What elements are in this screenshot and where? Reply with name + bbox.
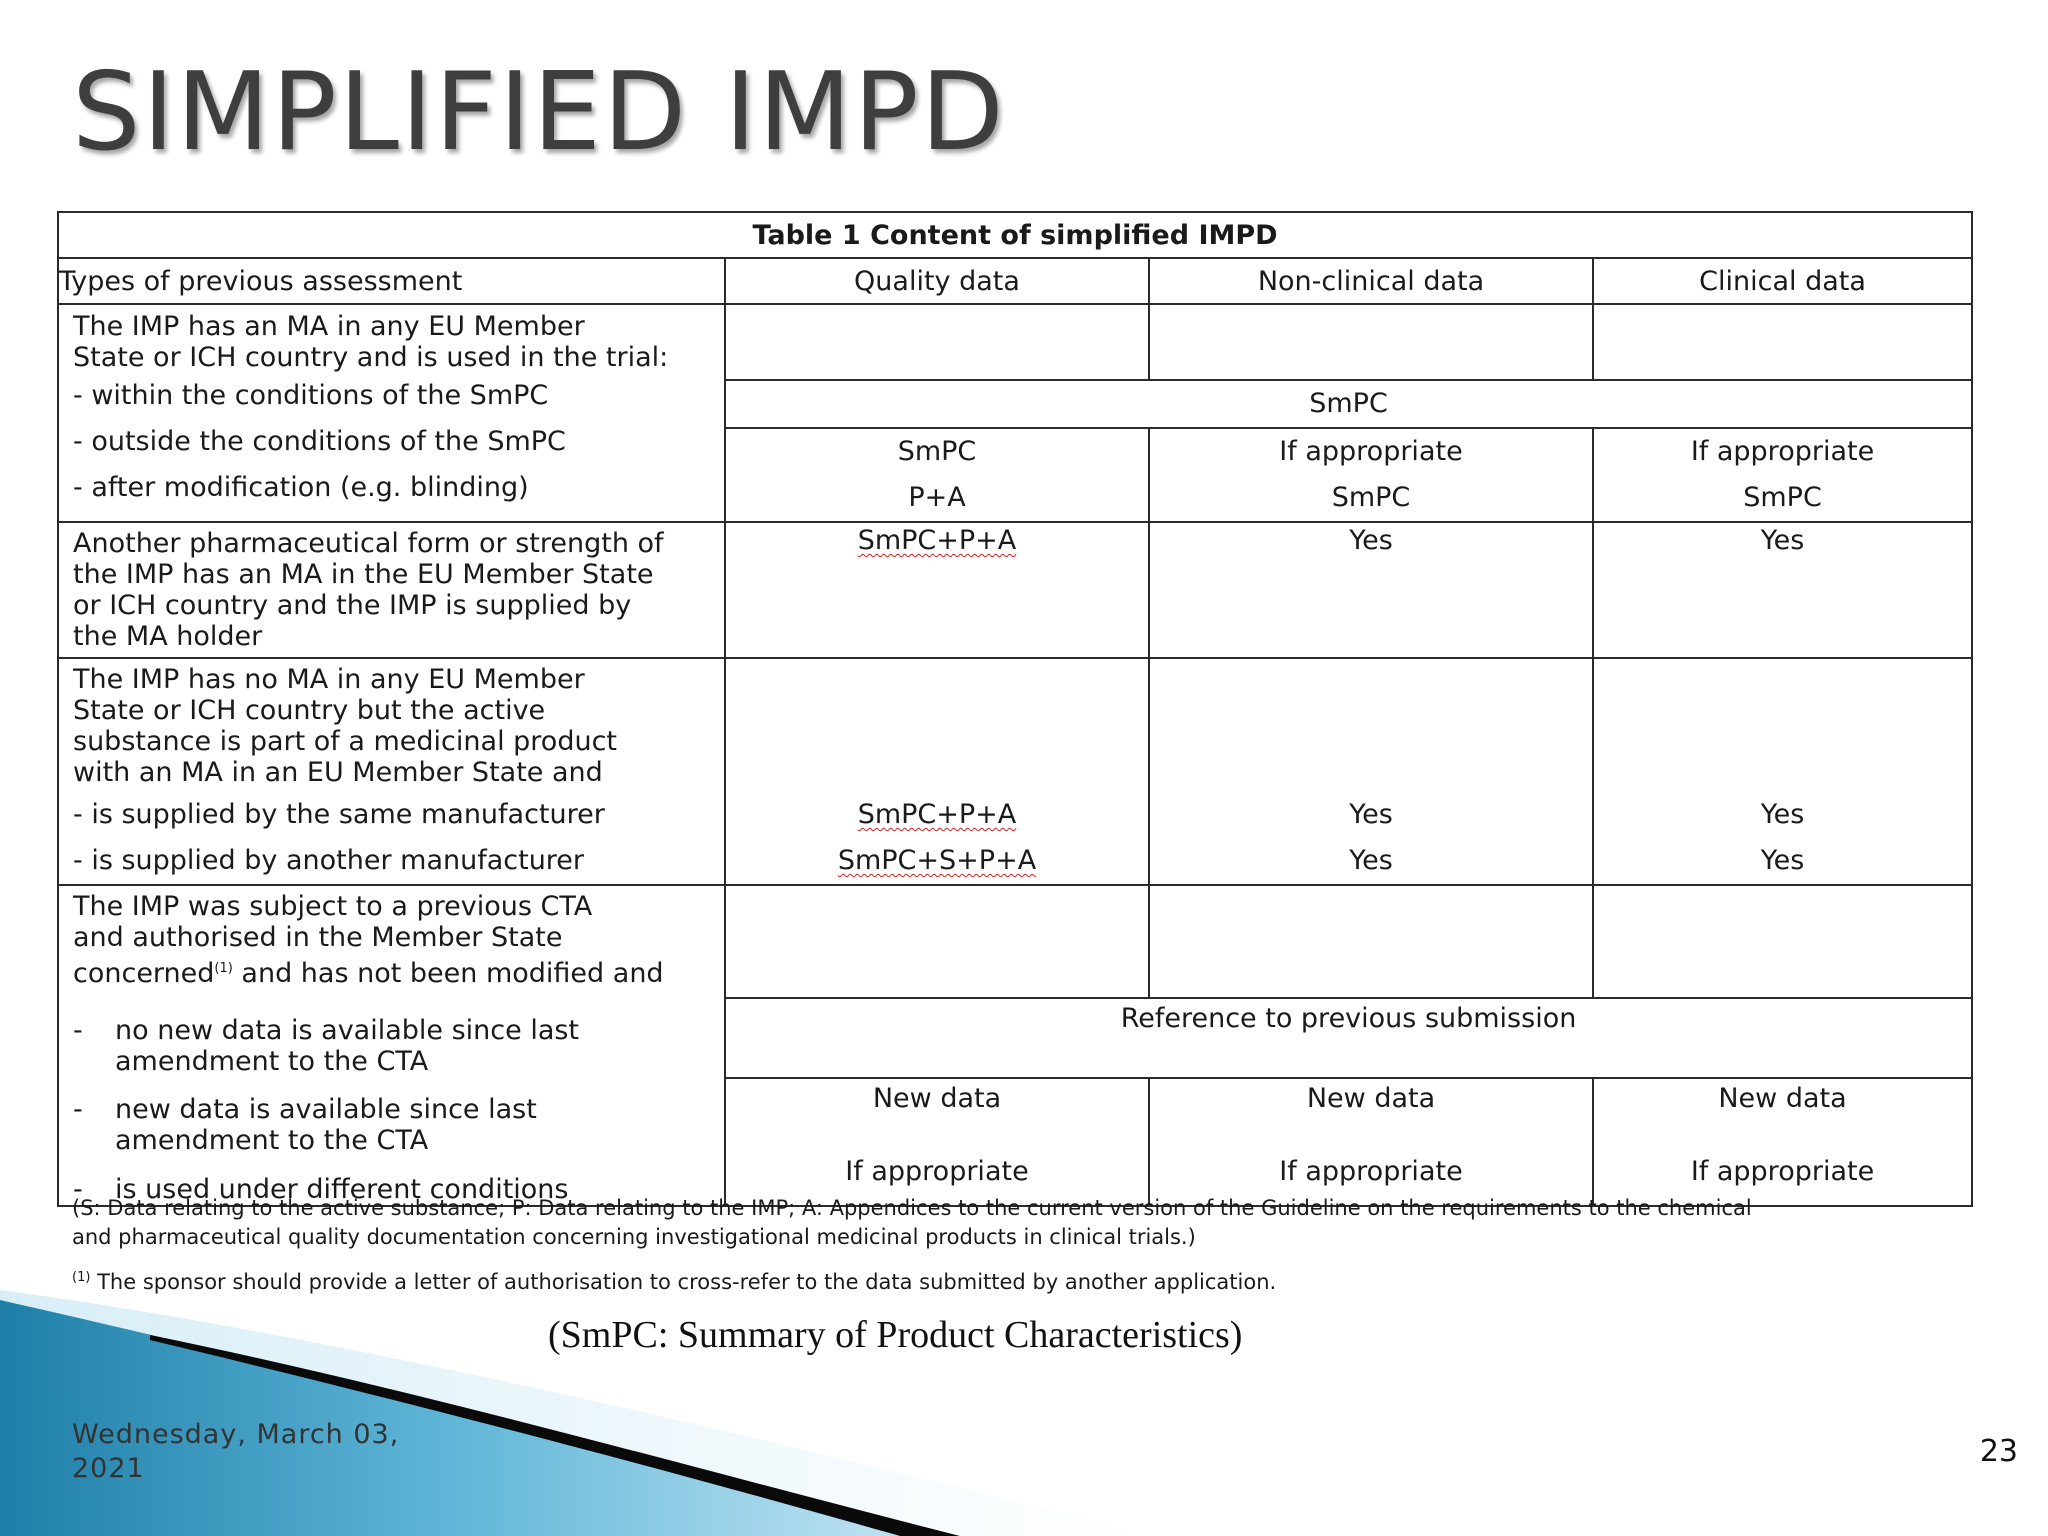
block1-after-nonclinical: SmPC xyxy=(1149,475,1593,522)
block3-same-quality: SmPC+P+A xyxy=(857,799,1017,830)
block3-other-clinical: Yes xyxy=(1760,845,1805,876)
block4-nonew-line: no new data is available since last xyxy=(115,1015,580,1046)
block2-quality: SmPC+P+A xyxy=(857,525,1017,556)
block2-line: the IMP has an MA in the EU Member State xyxy=(73,559,654,590)
block1-outside-quality: SmPC xyxy=(725,428,1149,475)
legend-line: (S: Data relating to the active substance; P: Data relating to the IMP; A: Appendices to the current version of the Guideline on the requirements to the chemical xyxy=(72,1196,1752,1220)
abbreviation-note: (SmPC: Summary of Product Characteristics) xyxy=(548,1314,1243,1356)
block3-intro-line: State or ICH country but the active xyxy=(73,695,546,726)
empty-cell xyxy=(1593,304,1972,380)
block3-other-nonclinical: Yes xyxy=(1349,845,1393,876)
empty-cell xyxy=(1593,885,1972,998)
block4-description xyxy=(58,885,725,1206)
block1-within-label: - within the conditions of the SmPC xyxy=(73,380,549,411)
bullet-dash: - xyxy=(73,1015,83,1046)
block3-intro-line: The IMP has no MA in any EU Member xyxy=(73,664,585,695)
footnote-marker: (1) xyxy=(214,961,233,976)
header-nonclinical: Non-clinical data xyxy=(1149,258,1593,304)
block4-intro-line: concerned xyxy=(73,958,215,989)
block4-intro-line: The IMP was subject to a previous CTA xyxy=(73,891,593,922)
slide-title: SIMPLIFIED IMPD xyxy=(72,50,1006,175)
block1-description xyxy=(58,304,725,522)
header-quality: Quality data xyxy=(725,258,1149,304)
block3-same-clinical: Yes xyxy=(1760,799,1805,830)
block4-diff-nonclinical: If appropriate xyxy=(1279,1156,1463,1188)
bullet-dash: - xyxy=(73,1094,83,1125)
block2-line: or ICH country and the IMP is supplied by xyxy=(73,590,632,621)
block1-after-quality: P+A xyxy=(725,475,1149,522)
slide-date: Wednesday, March 03, 2021 xyxy=(72,1419,400,1484)
block4-diff-quality: If appropriate xyxy=(845,1156,1029,1188)
empty-cell xyxy=(1149,885,1593,998)
empty-cell xyxy=(725,885,1149,998)
block1-within-value: SmPC xyxy=(725,380,1972,428)
block4-new-clinical: New data xyxy=(1718,1083,1847,1115)
block3-other-label: - is supplied by another manufacturer xyxy=(73,845,585,876)
block1-outside-label: - outside the conditions of the SmPC xyxy=(73,426,566,457)
legend-line: and pharmaceutical quality documentation concerning investigational medicinal products in clinical trials.) xyxy=(72,1225,1196,1249)
block1-outside-clinical: If appropriate xyxy=(1593,428,1972,475)
block3-other-quality: SmPC+S+P+A xyxy=(837,845,1037,876)
block2-description xyxy=(58,522,725,658)
block3-description xyxy=(58,658,725,885)
footnote-marker: (1) xyxy=(72,1270,91,1285)
block4-intro-line: and authorised in the Member State xyxy=(73,922,563,953)
block1-after-clinical: SmPC xyxy=(1593,475,1972,522)
block3-intro-line: substance is part of a medicinal product xyxy=(73,726,617,757)
header-types: Types of previous assessment xyxy=(58,258,725,304)
footnote-text: The sponsor should provide a letter of authorisation to cross-refer to the data submitted by another application. xyxy=(90,1270,1277,1294)
bullet-dash: - xyxy=(73,1174,83,1205)
block2-nonclinical: Yes xyxy=(1149,522,1593,658)
block4-intro-line: and has not been modified and xyxy=(232,958,664,989)
block4-new-line: new data is available since last xyxy=(115,1094,537,1125)
block3-intro-line: with an MA in an EU Member State and xyxy=(73,757,603,788)
block1-intro-line: State or ICH country and is used in the trial: xyxy=(73,342,669,373)
block3-same-nonclinical: Yes xyxy=(1349,799,1393,830)
block4-nonew-line: amendment to the CTA xyxy=(115,1046,429,1077)
block4-new-quality: New data xyxy=(872,1083,1002,1115)
block4-new-line: amendment to the CTA xyxy=(115,1125,429,1156)
block1-outside-nonclinical: If appropriate xyxy=(1149,428,1593,475)
footnote-ref xyxy=(72,1270,1276,1294)
block2-line: Another pharmaceutical form or strength of xyxy=(73,528,664,559)
block4-diff-clinical: If appropriate xyxy=(1690,1156,1875,1188)
block4-diff-label: is used under different conditions xyxy=(115,1174,569,1205)
simplified-impd-table xyxy=(57,211,1973,1207)
block2-clinical: Yes xyxy=(1593,522,1972,658)
table-caption: Table 1 Content of simplified IMPD xyxy=(58,212,1972,258)
header-clinical: Clinical data xyxy=(1593,258,1972,304)
block1-intro-line: The IMP has an MA in any EU Member xyxy=(73,311,585,342)
empty-cell xyxy=(1149,304,1593,380)
block3-same-label: - is supplied by the same manufacturer xyxy=(73,799,605,830)
block2-line: the MA holder xyxy=(73,621,263,652)
block1-after-label: - after modification (e.g. blinding) xyxy=(73,472,529,503)
page-number: 23 xyxy=(1979,1434,2018,1469)
block4-nonew-value: Reference to previous submission xyxy=(725,998,1972,1079)
empty-cell xyxy=(725,304,1149,380)
block4-new-nonclinical: New data xyxy=(1306,1083,1436,1115)
